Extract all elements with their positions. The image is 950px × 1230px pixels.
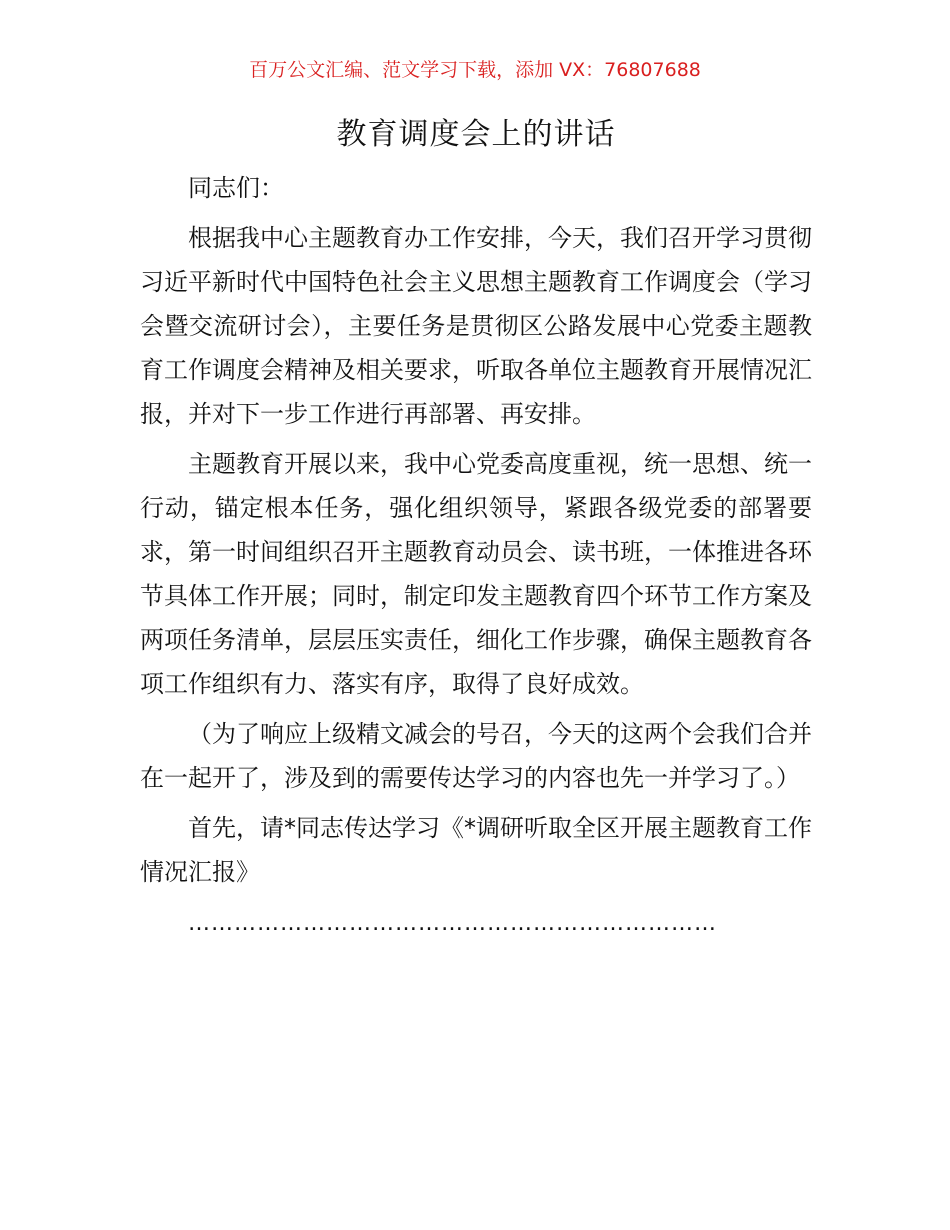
- ellipsis-divider: ……………………………………………………………: [188, 911, 717, 936]
- salutation: 同志们：: [188, 174, 284, 202]
- paragraph-4: 首先，请*同志传达学习《*调研听取全区开展主题教育工作情况汇报》: [140, 814, 812, 886]
- document-body: [140, 110, 812, 944]
- document-title: 教育调度会上的讲话: [336, 117, 616, 152]
- paragraph-3: （为了响应上级精文减会的号召，今天的这两个会我们合并在一起开了，涉及到的需要传达学习的内容也先一并学习了。）: [140, 720, 812, 792]
- paragraph-1: 根据我中心主题教育办工作安排，今天，我们召开学习贯彻习近平新时代中国特色社会主义思想主题教育工作调度会（学习会暨交流研讨会），主要任务是贯彻区公路发展中心党委主题教育工作调度会精神及相关要求，听取各单位主题教育开展情况汇报，并对下一步工作进行再部署、再安排。: [140, 224, 812, 428]
- paragraph-2: 主题教育开展以来，我中心党委高度重视，统一思想、统一行动，锚定根本任务，强化组织领导，紧跟各级党委的部署要求，第一时间组织召开主题教育动员会、读书班，一体推进各环节具体工作开展；同时，制定印发主题教育四个环节工作方案及两项任务清单，层层压实责任，细化工作步骤，确保主题教育各项工作组织有力、落实有序，取得了良好成效。: [140, 450, 812, 698]
- watermark-header: 百万公文汇编、范文学习下载，添加 VX：76807688: [249, 59, 701, 81]
